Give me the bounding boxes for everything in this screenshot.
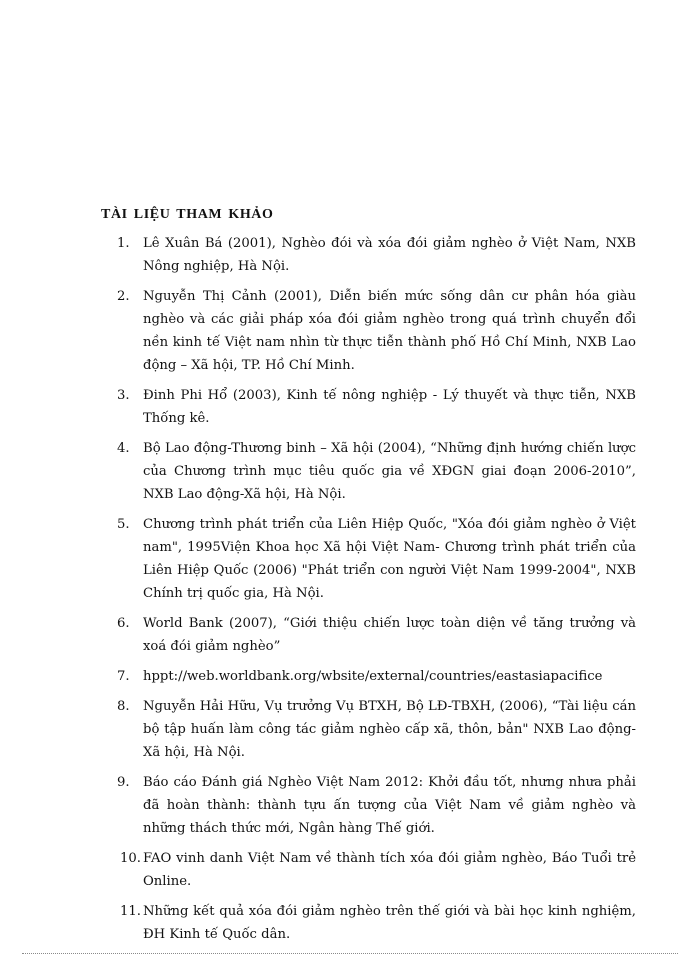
reference-item	[101, 665, 636, 688]
reference-link: hppt://web.worldbank.org/wbsite/external/countries/eastasiapacifice	[143, 669, 603, 684]
reference-number: 8.	[117, 699, 130, 714]
reference-text: Chương trình phát triển của Liên Hiệp Quốc, "Xóa đói giảm nghèo ở Việt nam", 1995Viện Khoa học Xã hội Việt Nam- Chương trình phát triển của Liên Hiệp Quốc (2006) "Phát triển con người Việt Nam 1999-2004", NXB Chính trị quốc gia, Hà Nội.	[143, 517, 636, 601]
reference-text: Lê Xuân Bá (2001), Nghèo đói và xóa đói giảm nghèo ở Việt Nam, NXB Nông nghiệp, Hà Nội.	[143, 236, 636, 274]
reference-text: Bộ Lao động-Thương binh – Xã hội (2004), “Những định hướng chiến lược của Chương trình mục tiêu quốc gia về XĐGN giai đoạn 2006-2010”, NXB Lao động-Xã hội, Hà Nội.	[143, 441, 636, 502]
reference-text: Báo cáo Đánh giá Nghèo Việt Nam 2012: Khởi đầu tốt, nhưng nhưa phải đã hoàn thành: thành tựu ấn tượng của Việt Nam về giảm nghèo và những thách thức mới, Ngân hàng Thế giới.	[143, 775, 636, 836]
reference-text: Nguyễn Thị Cảnh (2001), Diễn biến mức sống dân cư phân hóa giàu nghèo và các giải pháp xóa đói giảm nghèo trong quá trình chuyển đổi nền kinh tế Việt nam nhìn từ thực tiễn thành phố Hồ Chí Minh, NXB Lao động – Xã hội, TP. Hồ Chí Minh.	[143, 289, 636, 373]
reference-item	[101, 513, 636, 605]
reference-item	[101, 900, 636, 946]
references-heading: TÀI LIỆU THAM KHẢO	[101, 207, 274, 222]
reference-list	[101, 232, 636, 946]
reference-item	[101, 847, 636, 893]
reference-number: 10.	[120, 851, 141, 866]
reference-number: 1.	[117, 236, 130, 251]
page-bottom-rule	[22, 953, 678, 954]
reference-number: 11.	[120, 904, 141, 919]
reference-item	[101, 384, 636, 430]
reference-text: Nguyễn Hải Hữu, Vụ trưởng Vụ BTXH, Bộ LĐ-TBXH, (2006), “Tài liệu cán bộ tập huấn làm công tác giảm nghèo cấp xã, thôn, bản" NXB Lao động-Xã hội, Hà Nội.	[143, 699, 636, 760]
reference-number: 7.	[117, 669, 130, 684]
reference-number: 4.	[117, 441, 130, 456]
reference-number: 5.	[117, 517, 130, 532]
reference-text: Những kết quả xóa đói giảm nghèo trên thế giới và bài học kinh nghiệm, ĐH Kinh tế Quốc dân.	[143, 904, 636, 942]
reference-number: 2.	[117, 289, 130, 304]
reference-item	[101, 285, 636, 377]
reference-item	[101, 437, 636, 506]
reference-text: Đinh Phi Hổ (2003), Kinh tế nông nghiệp - Lý thuyết và thực tiễn, NXB Thống kê.	[143, 388, 636, 426]
reference-number: 9.	[117, 775, 130, 790]
reference-item	[101, 771, 636, 840]
reference-item	[101, 612, 636, 658]
reference-text: FAO vinh danh Việt Nam về thành tích xóa đói giảm nghèo, Báo Tuổi trẻ Online.	[143, 851, 636, 889]
reference-text: World Bank (2007), “Giới thiệu chiến lược toàn diện về tăng trưởng và xoá đói giảm nghèo”	[143, 616, 636, 654]
reference-item	[101, 232, 636, 278]
reference-number: 6.	[117, 616, 130, 631]
reference-item	[101, 695, 636, 764]
reference-number: 3.	[117, 388, 130, 403]
